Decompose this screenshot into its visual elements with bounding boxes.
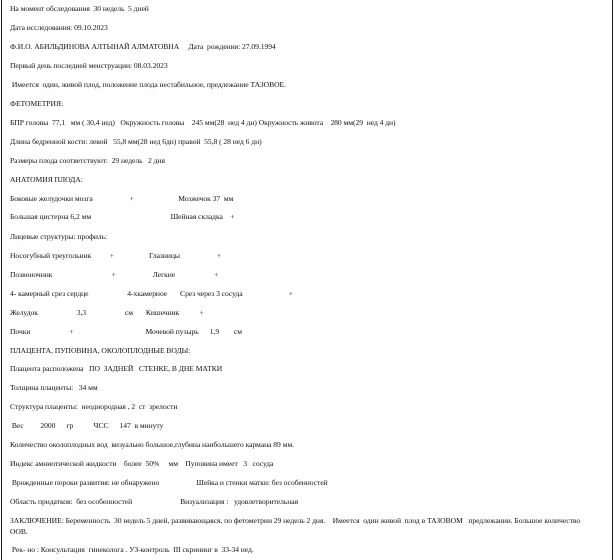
placenta-thickness-line: Толщина плаценты: 34 мм bbox=[10, 383, 98, 392]
amniotic-index-line: Индекс амниотической жидкости более 50% мм Пуповина имеет 3 сосуда bbox=[10, 459, 274, 468]
left-page-border bbox=[1, 0, 2, 560]
bpd-head-abdomen-line: БПР головы 77,1 мм ( 30,4 нед) Окружность головы 245 мм(28 нед 4 дн) Окружность живота 280 мм(29 нед 4 дн) bbox=[10, 118, 396, 127]
femur-length-line: Длина бедренной кости: левой 55,8 мм(28 нед 6дн) правой 55,8 ( 28 нед 6 дн) bbox=[10, 137, 262, 146]
last-menstruation-line: Первый день последней менструации: 08.03.2023 bbox=[10, 61, 168, 70]
heart-line: 4- камерный срез сердце 4-хкамерное Срез через 3 сосуда + bbox=[10, 289, 293, 298]
placenta-heading: ПЛАЦЕНТА, ПУПОВИНА, ОКОЛОПЛОДНЫЕ ВОДЫ: bbox=[10, 346, 191, 355]
patient-name-line: Ф.И.О. АБИЛЬДИНОВА АЛТЫНАЙ АЛМАТОВНА Дата рождения: 27.09.1994 bbox=[10, 42, 276, 51]
weight-hr-line: Вес 2000 гр ЧСС 147 в минуту bbox=[10, 421, 164, 430]
adnexa-line: Область придатков: без особенностей Визуализация : удовлетворительная bbox=[10, 497, 299, 506]
malformations-line: Врожденные пороки развития: не обнаружено Шейка и стенки матки: без особенностей bbox=[10, 478, 328, 487]
right-page-border bbox=[612, 0, 613, 560]
amniotic-volume-line: Количество околоплодных вод визуально большое,глубина наибольшего кармана 89 мм. bbox=[10, 440, 294, 449]
kidneys-line: Почки + Мочевой пузырь 1,9 см bbox=[10, 327, 243, 336]
nasolabial-line: Носогубный треугольник + Глазницы + bbox=[10, 251, 222, 260]
fetal-size-line: Размеры плода соответствуют: 29 недель 2 дня bbox=[10, 156, 165, 165]
fetus-position-line: Имеется один, живой плод, положение плода нестабильное, предлежание ТАЗОВОЕ. bbox=[10, 80, 286, 89]
exam-term-line: На момент обследования 30 недель 5 дней bbox=[10, 4, 149, 13]
cisterna-line: Большая цистерна 6,2 мм Шейная складка + bbox=[10, 212, 235, 221]
stomach-line: Желудок 3,3 см Кишечник + bbox=[10, 308, 204, 317]
spine-lungs-line: Позвоночник + Легкие + bbox=[10, 270, 219, 279]
fetometry-heading: ФЕТОМЕТРИЯ: bbox=[10, 99, 64, 108]
placenta-location-line: Плацента расположена ПО ЗАДНЕЙ СТЕНКЕ, В ДНЕ МАТКИ bbox=[10, 364, 223, 373]
ventricles-line: Боковые желудочки мозга + Мозжечок 37 мм bbox=[10, 194, 234, 203]
conclusion-cont-line: ООВ. bbox=[10, 527, 28, 536]
placenta-structure-line: Структура плаценты: неоднородная , 2 ст зрелости bbox=[10, 402, 178, 411]
anatomy-heading: АНАТОМИЯ ПЛОДА: bbox=[10, 175, 83, 184]
exam-date-line: Дата исследования: 09.10.2023 bbox=[10, 23, 108, 32]
conclusion-line: ЗАКЛЮЧЕНИЕ: Беременность 30 недель 5 дней, развивающаяся, по фетометрии 29 недель 2 дня. Имеется один живой плод в ТАЗОВОМ предлежании. Большое количество bbox=[10, 516, 581, 525]
facial-structures-line: Лицевые структуры: профиль: bbox=[10, 232, 108, 241]
recommendation-line: Рек- но : Консультация гинеколога . УЗ-контроль III скрининг в 33-34 нед. bbox=[10, 545, 254, 554]
